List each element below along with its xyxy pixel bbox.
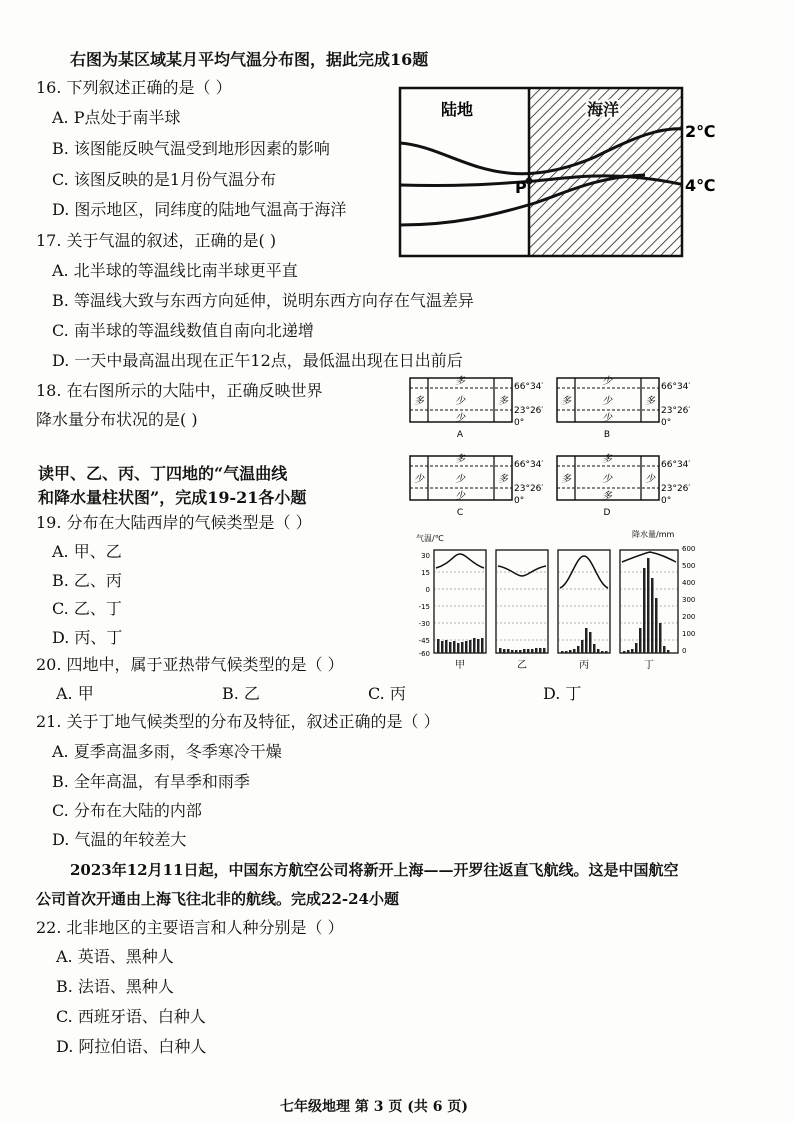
intro-q19-line1: 读甲、乙、丙、丁四地的“气温曲线 bbox=[38, 464, 288, 483]
svg-text:少: 少 bbox=[414, 474, 424, 485]
svg-text:100: 100 bbox=[682, 630, 696, 638]
q20-option-b[interactable]: B. 乙 bbox=[222, 684, 260, 703]
svg-text:400: 400 bbox=[682, 579, 696, 587]
svg-text:多: 多 bbox=[645, 396, 655, 407]
q20-option-d[interactable]: D. 丁 bbox=[543, 684, 582, 703]
q16-option-b[interactable]: B. 该图能反映气温受到地形因素的影响 bbox=[52, 139, 330, 158]
svg-text:0°: 0° bbox=[514, 418, 525, 428]
q16-option-c[interactable]: C. 该图反映的是1月份气温分布 bbox=[52, 170, 277, 189]
q19-stem: 19. 分布在大陆西岸的气候类型是（ ） bbox=[36, 513, 312, 532]
isotherm-4c-label: 4℃ bbox=[685, 176, 716, 195]
svg-text:-15: -15 bbox=[418, 603, 430, 611]
q17-option-a[interactable]: A. 北半球的等温线比南半球更平直 bbox=[52, 261, 298, 280]
panel-a-label: A bbox=[456, 430, 464, 440]
q17-stem: 17. 关于气温的叙述，正确的是( ) bbox=[36, 231, 277, 250]
svg-text:少: 少 bbox=[455, 396, 465, 407]
svg-text:23°26′: 23°26′ bbox=[514, 406, 544, 416]
continent-panel-a bbox=[408, 372, 543, 442]
svg-text:多: 多 bbox=[455, 454, 465, 465]
svg-text:200: 200 bbox=[682, 613, 696, 621]
svg-text:多: 多 bbox=[561, 396, 571, 407]
svg-text:23°26′: 23°26′ bbox=[661, 484, 691, 494]
svg-text:0°: 0° bbox=[661, 418, 672, 428]
q20-option-a[interactable]: A. 甲 bbox=[56, 684, 94, 703]
svg-text:少: 少 bbox=[602, 396, 612, 407]
climate-panel-bing bbox=[558, 550, 610, 671]
svg-text:少: 少 bbox=[602, 413, 612, 424]
q21-stem: 21. 关于丁地气候类型的分布及特征，叙述正确的是（ ） bbox=[36, 712, 440, 731]
q16-option-d[interactable]: D. 图示地区，同纬度的陆地气温高于海洋 bbox=[52, 200, 347, 219]
place-ding: 丁 bbox=[644, 660, 654, 671]
svg-text:66°34′: 66°34′ bbox=[661, 460, 691, 470]
svg-text:66°34′: 66°34′ bbox=[514, 382, 544, 392]
q19-option-c[interactable]: C. 乙、丁 bbox=[52, 599, 122, 618]
intro-q22-line2: 公司首次开通由上海飞往北非的航线。完成22-24小题 bbox=[36, 890, 399, 908]
svg-text:300: 300 bbox=[682, 596, 696, 604]
precip-axis-label: 降水量/mm bbox=[632, 530, 675, 539]
svg-text:少: 少 bbox=[455, 413, 465, 424]
svg-text:多: 多 bbox=[498, 396, 508, 407]
isotherm-2c-label: 2℃ bbox=[685, 122, 716, 141]
climate-charts bbox=[410, 528, 700, 673]
q18-stem-line1: 18. 在右图所示的大陆中，正确反映世界 bbox=[36, 381, 323, 400]
q19-option-d[interactable]: D. 丙、丁 bbox=[52, 628, 123, 647]
intro-q22-line1: 2023年12月11日起，中国东方航空公司将新开上海——开罗往返直飞航线。这是中国航空 bbox=[70, 861, 679, 879]
intro-q16: 右图为某区域某月平均气温分布图，据此完成16题 bbox=[70, 50, 429, 69]
q17-option-b[interactable]: B. 等温线大致与东西方向延伸，说明东西方向存在气温差异 bbox=[52, 291, 474, 310]
q19-option-b[interactable]: B. 乙、丙 bbox=[52, 571, 122, 590]
climate-panel-jia bbox=[434, 550, 486, 671]
climate-panel-yi bbox=[496, 550, 548, 671]
svg-text:23°26′: 23°26′ bbox=[514, 484, 544, 494]
place-yi: 乙 bbox=[517, 660, 527, 671]
svg-text:少: 少 bbox=[455, 474, 465, 485]
q22-option-b[interactable]: B. 法语、黑种人 bbox=[56, 977, 174, 996]
place-jia: 甲 bbox=[455, 660, 465, 671]
page-footer: 七年级地理 第 3 页 (共 6 页) bbox=[280, 1099, 468, 1115]
ocean-label: 海洋 bbox=[586, 100, 620, 119]
panel-b-label: B bbox=[603, 430, 611, 440]
svg-text:少: 少 bbox=[455, 491, 465, 502]
continent-panel-c bbox=[408, 450, 543, 520]
intro-q19-line2: 和降水量柱状图”，完成19-21各小题 bbox=[38, 488, 307, 507]
panel-c-label: C bbox=[456, 508, 464, 518]
q20-stem: 20. 四地中，属于亚热带气候类型的是（ ） bbox=[36, 655, 344, 674]
svg-text:少: 少 bbox=[602, 474, 612, 485]
q17-option-c[interactable]: C. 南半球的等温线数值自南向北递增 bbox=[52, 321, 314, 340]
q16-stem: 16. 下列叙述正确的是（ ） bbox=[36, 78, 232, 97]
svg-text:多: 多 bbox=[602, 491, 612, 502]
point-p-label: P bbox=[515, 178, 527, 197]
svg-text:少: 少 bbox=[602, 376, 612, 387]
climate-panel-ding bbox=[620, 550, 678, 671]
q17-option-d[interactable]: D. 一天中最高温出现在正午12点，最低温出现在日出前后 bbox=[52, 351, 463, 370]
svg-text:多: 多 bbox=[498, 474, 508, 485]
svg-text:少: 少 bbox=[645, 474, 655, 485]
q22-option-a[interactable]: A. 英语、黑种人 bbox=[56, 947, 174, 966]
q18-stem-line2: 降水量分布状况的是( ) bbox=[36, 410, 198, 429]
svg-text:-45: -45 bbox=[418, 637, 430, 645]
continent-panel-d bbox=[555, 450, 715, 520]
continent-panel-b bbox=[555, 372, 715, 442]
svg-text:0°: 0° bbox=[514, 496, 525, 506]
svg-text:0°: 0° bbox=[661, 496, 672, 506]
q22-option-d[interactable]: D. 阿拉伯语、白种人 bbox=[56, 1037, 207, 1056]
svg-text:多: 多 bbox=[455, 376, 465, 387]
svg-text:多: 多 bbox=[602, 454, 612, 465]
svg-text:23°26′: 23°26′ bbox=[661, 406, 691, 416]
svg-text:500: 500 bbox=[682, 562, 696, 570]
svg-text:多: 多 bbox=[561, 474, 571, 485]
q22-option-c[interactable]: C. 西班牙语、白种人 bbox=[56, 1007, 206, 1026]
svg-text:600: 600 bbox=[682, 545, 696, 553]
q20-option-c[interactable]: C. 丙 bbox=[368, 684, 406, 703]
q21-option-d[interactable]: D. 气温的年较差大 bbox=[52, 830, 187, 849]
q21-option-a[interactable]: A. 夏季高温多雨，冬季寒冷干燥 bbox=[52, 742, 282, 761]
svg-text:0: 0 bbox=[425, 586, 430, 594]
svg-text:66°34′: 66°34′ bbox=[514, 460, 544, 470]
svg-text:-60: -60 bbox=[418, 650, 430, 658]
q21-option-b[interactable]: B. 全年高温，有旱季和雨季 bbox=[52, 772, 250, 791]
svg-text:0: 0 bbox=[682, 647, 687, 655]
isotherm-map bbox=[395, 85, 725, 265]
q21-option-c[interactable]: C. 分布在大陆的内部 bbox=[52, 801, 202, 820]
land-label: 陆地 bbox=[440, 100, 474, 119]
q16-option-a[interactable]: A. P点处于南半球 bbox=[52, 108, 181, 127]
q19-option-a[interactable]: A. 甲、乙 bbox=[52, 542, 122, 561]
svg-text:-30: -30 bbox=[418, 620, 430, 628]
svg-text:多: 多 bbox=[414, 396, 424, 407]
svg-text:30: 30 bbox=[421, 552, 430, 560]
q22-stem: 22. 北非地区的主要语言和人种分别是（ ） bbox=[36, 918, 344, 937]
svg-text:66°34′: 66°34′ bbox=[661, 382, 691, 392]
svg-text:15: 15 bbox=[421, 569, 430, 577]
temp-axis-label: 气温/℃ bbox=[416, 534, 444, 543]
place-bing: 丙 bbox=[579, 660, 589, 671]
panel-d-label: D bbox=[603, 508, 611, 518]
